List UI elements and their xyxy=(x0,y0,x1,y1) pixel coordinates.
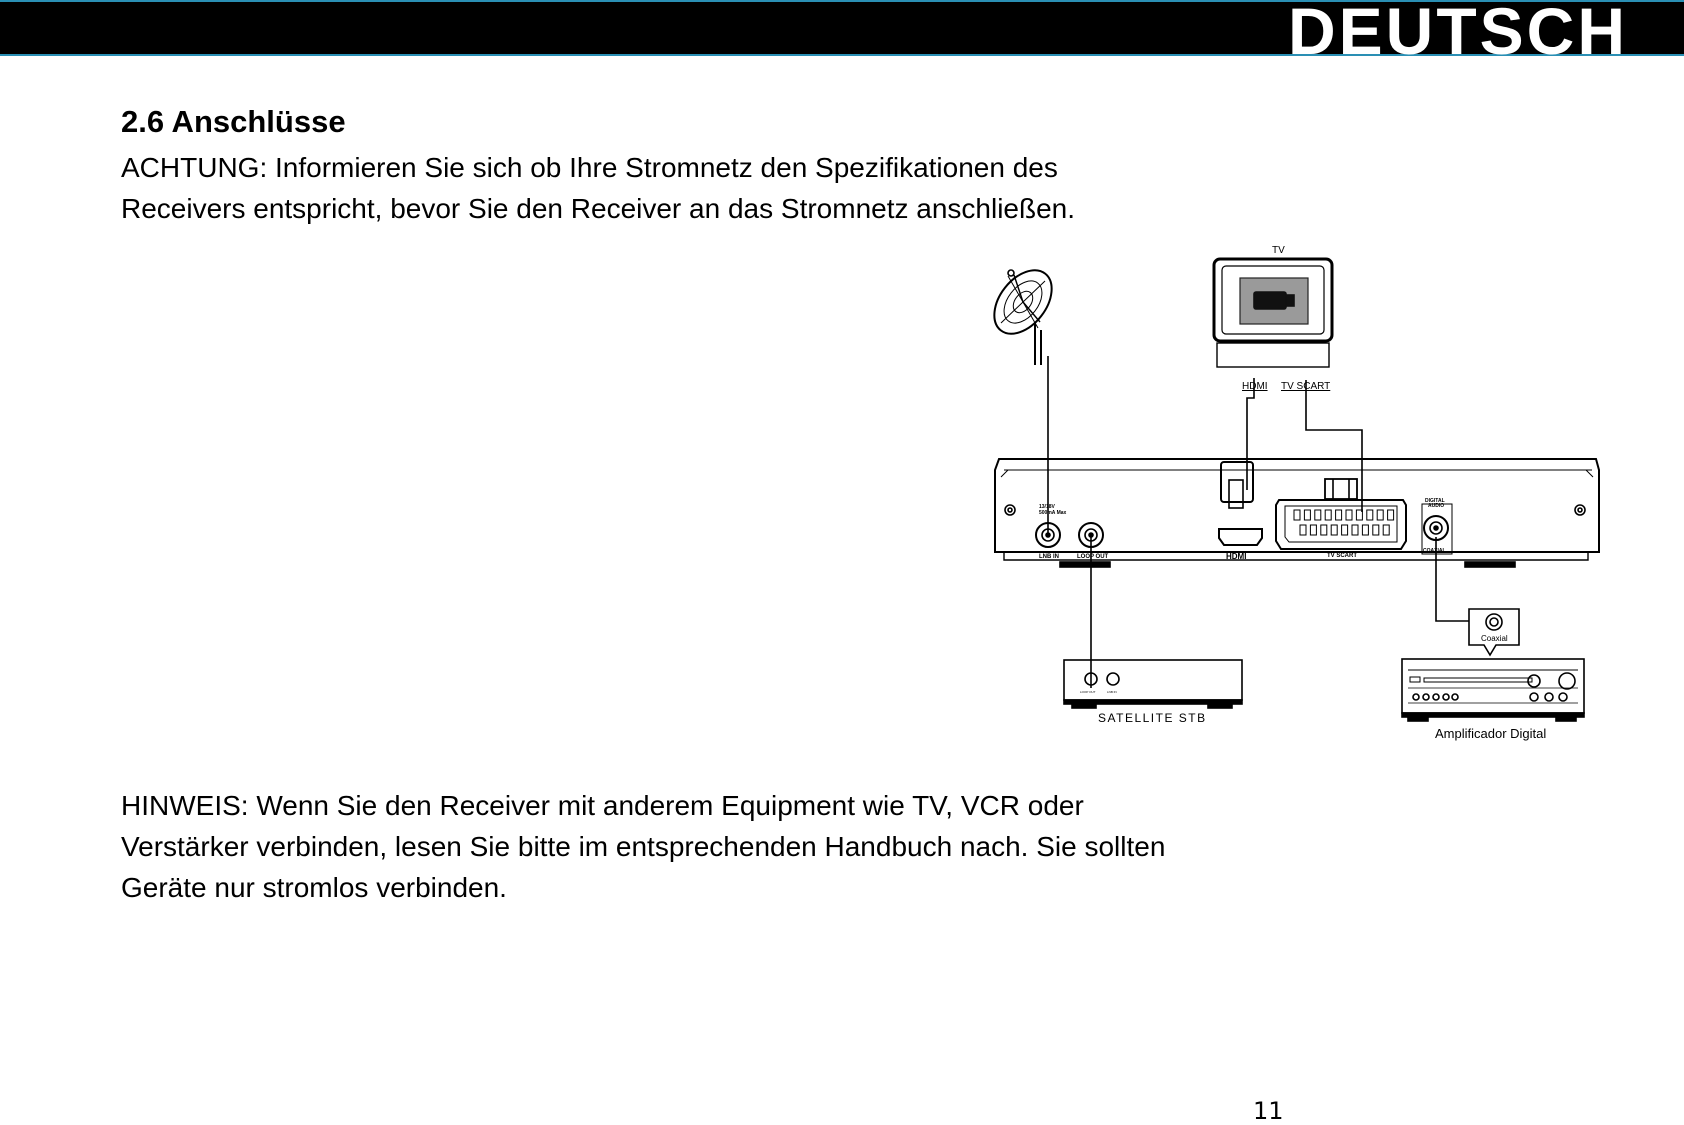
scart-pin xyxy=(1352,525,1358,535)
hdmi-cable-label: HDMI xyxy=(1242,381,1268,392)
power-spec-line2: 500mA Max xyxy=(1039,510,1067,516)
scart-pins xyxy=(1294,510,1394,535)
power-spec-line1: 13/18V xyxy=(1039,504,1055,510)
tv-label: TV xyxy=(1272,245,1285,256)
scart-pin xyxy=(1346,510,1352,520)
scart-pin xyxy=(1336,510,1342,520)
scart-pin xyxy=(1377,510,1383,520)
satellite-dish-icon xyxy=(983,259,1064,365)
digital-audio-line2: AUDIO xyxy=(1428,503,1445,509)
receiver-rear-panel xyxy=(995,459,1599,567)
loop-out-port-label: LOOP OUT xyxy=(1077,554,1109,560)
page-number: 11 xyxy=(1253,1097,1284,1125)
tv-scart-port-label: TV SCART xyxy=(1327,553,1357,559)
satellite-stb-label: SATELLITE STB xyxy=(1098,711,1207,725)
amplifier-label: Amplificador Digital xyxy=(1435,726,1547,741)
stb-lnb-in-label: LNB IN xyxy=(1107,690,1117,694)
coaxial-callout-label: Coaxial xyxy=(1481,634,1508,643)
scart-pin xyxy=(1388,510,1394,520)
coaxial-callout xyxy=(1469,609,1519,655)
scart-pin xyxy=(1315,510,1321,520)
coaxial-port-label: COAXIAL xyxy=(1423,548,1446,554)
scart-pin xyxy=(1294,510,1300,520)
note-line-1: HINWEIS: Wenn Sie den Receiver mit anderem Equipment wie TV, VCR oder xyxy=(121,790,1084,821)
scart-pin xyxy=(1362,525,1368,535)
note-line-3: Geräte nur stromlos verbinden. xyxy=(121,872,507,903)
tv-scart-cable-label: TV SCART xyxy=(1281,381,1331,392)
scart-pin xyxy=(1310,525,1316,535)
language-label: DEUTSCH xyxy=(1287,0,1628,68)
note-line-2: Verstärker verbinden, lesen Sie bitte im entsprechenden Handbuch nach. Sie sollten xyxy=(121,831,1166,862)
scart-pin xyxy=(1321,525,1327,535)
scart-pin xyxy=(1331,525,1337,535)
scart-pin xyxy=(1304,510,1310,520)
amplifier-icon xyxy=(1402,659,1584,721)
cables xyxy=(1048,356,1478,688)
scart-pin xyxy=(1325,510,1331,520)
warning-line-2: Receivers entspricht, bevor Sie den Receiver an das Stromnetz anschließen. xyxy=(121,193,1076,224)
note-paragraph xyxy=(121,785,1371,908)
hdmi-port-label: HDMI xyxy=(1226,552,1247,561)
tv-icon xyxy=(1214,259,1332,367)
scart-pin xyxy=(1373,525,1379,535)
scart-pin xyxy=(1367,510,1373,520)
stb-loop-out-label: LOOP OUT xyxy=(1080,690,1096,694)
scart-pin xyxy=(1300,525,1306,535)
digital-audio-line1: DIGITAL xyxy=(1425,498,1445,504)
scart-pin xyxy=(1342,525,1348,535)
section-heading: 2.6 Anschlüsse xyxy=(121,104,346,139)
lnb-in-port-label: LNB IN xyxy=(1039,554,1059,560)
warning-line-1: ACHTUNG: Informieren Sie sich ob Ihre Stromnetz den Spezifikationen des xyxy=(121,152,1058,183)
scart-pin xyxy=(1383,525,1389,535)
